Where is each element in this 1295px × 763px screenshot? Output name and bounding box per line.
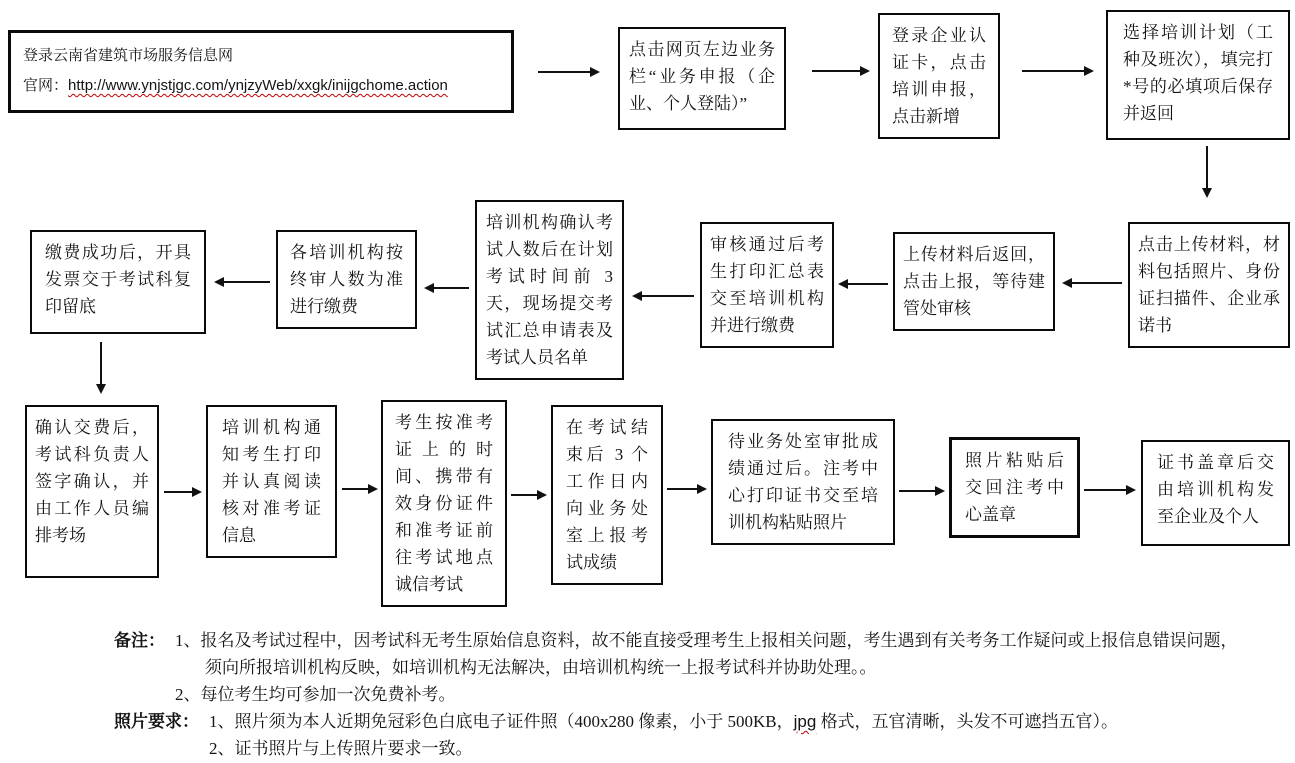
arrow-menu-to-login xyxy=(812,70,860,72)
flow-step-notify-print-admission: 培训机构通知考生打印并认真阅读核对准考证信息 xyxy=(206,405,337,558)
arrow-login-to-plan xyxy=(1022,70,1084,72)
photo-item-1-pre: 1、照片须为本人近期免冠彩色白底电子证件照（400x280 像素，小于 500KB， xyxy=(209,712,794,731)
remark-item-1: 1、报名及考试过程中，因考试科无考生原始信息资料，故不能直接受理考生上报相关问题，考生遇到有关考务工作疑问或上报信息错误问题，须向所报培训机构反映，如培训机构无法解决，由培训机构统一上报考试科并协助处理。。 xyxy=(175,631,1238,677)
start-line1: 登录云南省建筑市场服务信息网 xyxy=(23,48,234,64)
flow-step-report-scores: 在考试结束后 3 个工作日内向业务处室上报考试成绩 xyxy=(551,405,663,585)
flow-step-org-confirm-submit: 培训机构确认考试人数后在计划考试时间前 3 天，现场提交考试汇总申请表及考试人员名单 xyxy=(475,200,624,380)
arrow-orgpay-to-invoice xyxy=(224,281,270,283)
arrow-notify-to-attend xyxy=(342,488,368,490)
photo-item-1-jpg: jpg xyxy=(793,712,817,731)
arrow-submit-to-print xyxy=(848,283,888,285)
remark-label: 备注： xyxy=(114,631,165,650)
photo-requirements-row xyxy=(114,708,1254,762)
arrow-printcert-to-seal xyxy=(899,490,935,492)
arrow-attend-to-report xyxy=(511,494,537,496)
remark-item-2: 2、每位考生均可参加一次免费补考。 xyxy=(175,685,456,704)
arrow-confirm-to-notify xyxy=(164,491,192,493)
flow-step-invoice-to-exam-section: 缴费成功后，开具发票交于考试科复印留底 xyxy=(30,230,206,334)
flow-step-issue-certificates: 证书盖章后交由培训机构发至企业及个人 xyxy=(1141,440,1290,546)
arrow-seal-to-issue xyxy=(1084,489,1126,491)
photo-requirements-label: 照片要求： xyxy=(114,712,199,731)
arrow-upload-to-submit xyxy=(1072,282,1122,284)
flow-step-attend-exam: 考生按准考证上的时间、携带有效身份证件和准考证前往考试地点诚信考试 xyxy=(381,400,507,607)
flow-step-choose-training-plan: 选择培训计划（工种及班次），填完打*号的必填项后保存并返回 xyxy=(1106,10,1290,140)
flow-step-org-pay-final-count: 各培训机构按终审人数为准进行缴费 xyxy=(276,230,417,329)
flow-step-upload-materials: 点击上传材料，材料包括照片、身份证扫描件、企业承诺书 xyxy=(1128,222,1290,348)
flow-step-click-business-menu: 点击网页左边业务栏“业务申报（企业、个人登陆）” xyxy=(618,27,786,130)
flow-step-print-certificates: 待业务处室审批成绩通过后。注考中心打印证书交至培训机构粘贴照片 xyxy=(711,419,895,545)
arrow-orgconfirm-to-orgpay xyxy=(434,287,469,289)
flow-step-confirm-sign-arrange: 确认交费后，考试科负责人签字确认，并由工作人员编排考场 xyxy=(25,405,159,578)
photo-item-2: 2、证书照片与上传照片要求一致。 xyxy=(209,739,473,758)
arrow-start-to-menu xyxy=(538,71,590,73)
notes-section xyxy=(114,627,1254,762)
flow-step-login-cert-card: 登录企业认证卡，点击培训申报，点击新增 xyxy=(878,13,1000,139)
remark-row xyxy=(114,627,1254,708)
arrow-print-to-orgconfirm xyxy=(642,295,694,297)
arrow-plan-to-upload xyxy=(1206,146,1208,188)
flow-step-submit-for-review: 上传材料后返回，点击上报，等待建管处审核 xyxy=(893,232,1055,331)
flow-step-return-for-seal: 照片粘贴后交回注考中心盖章 xyxy=(949,437,1080,538)
photo-item-1-post: 格式，五官清晰，头发不可遮挡五官）。 xyxy=(816,712,1119,731)
arrow-invoice-to-confirm xyxy=(100,342,102,384)
website-url-link[interactable]: http://www.ynjstjgc.com/ynjzyWeb/xxgk/inijgchome.action xyxy=(68,77,448,94)
flow-step-login-website xyxy=(8,30,514,113)
flow-step-print-summary-pay: 审核通过后考生打印汇总表交至培训机构并进行缴费 xyxy=(700,222,834,348)
start-url-prefix: 官网： xyxy=(23,78,69,94)
photo-item-1 xyxy=(209,708,1254,735)
arrow-report-to-printcert xyxy=(667,488,697,490)
